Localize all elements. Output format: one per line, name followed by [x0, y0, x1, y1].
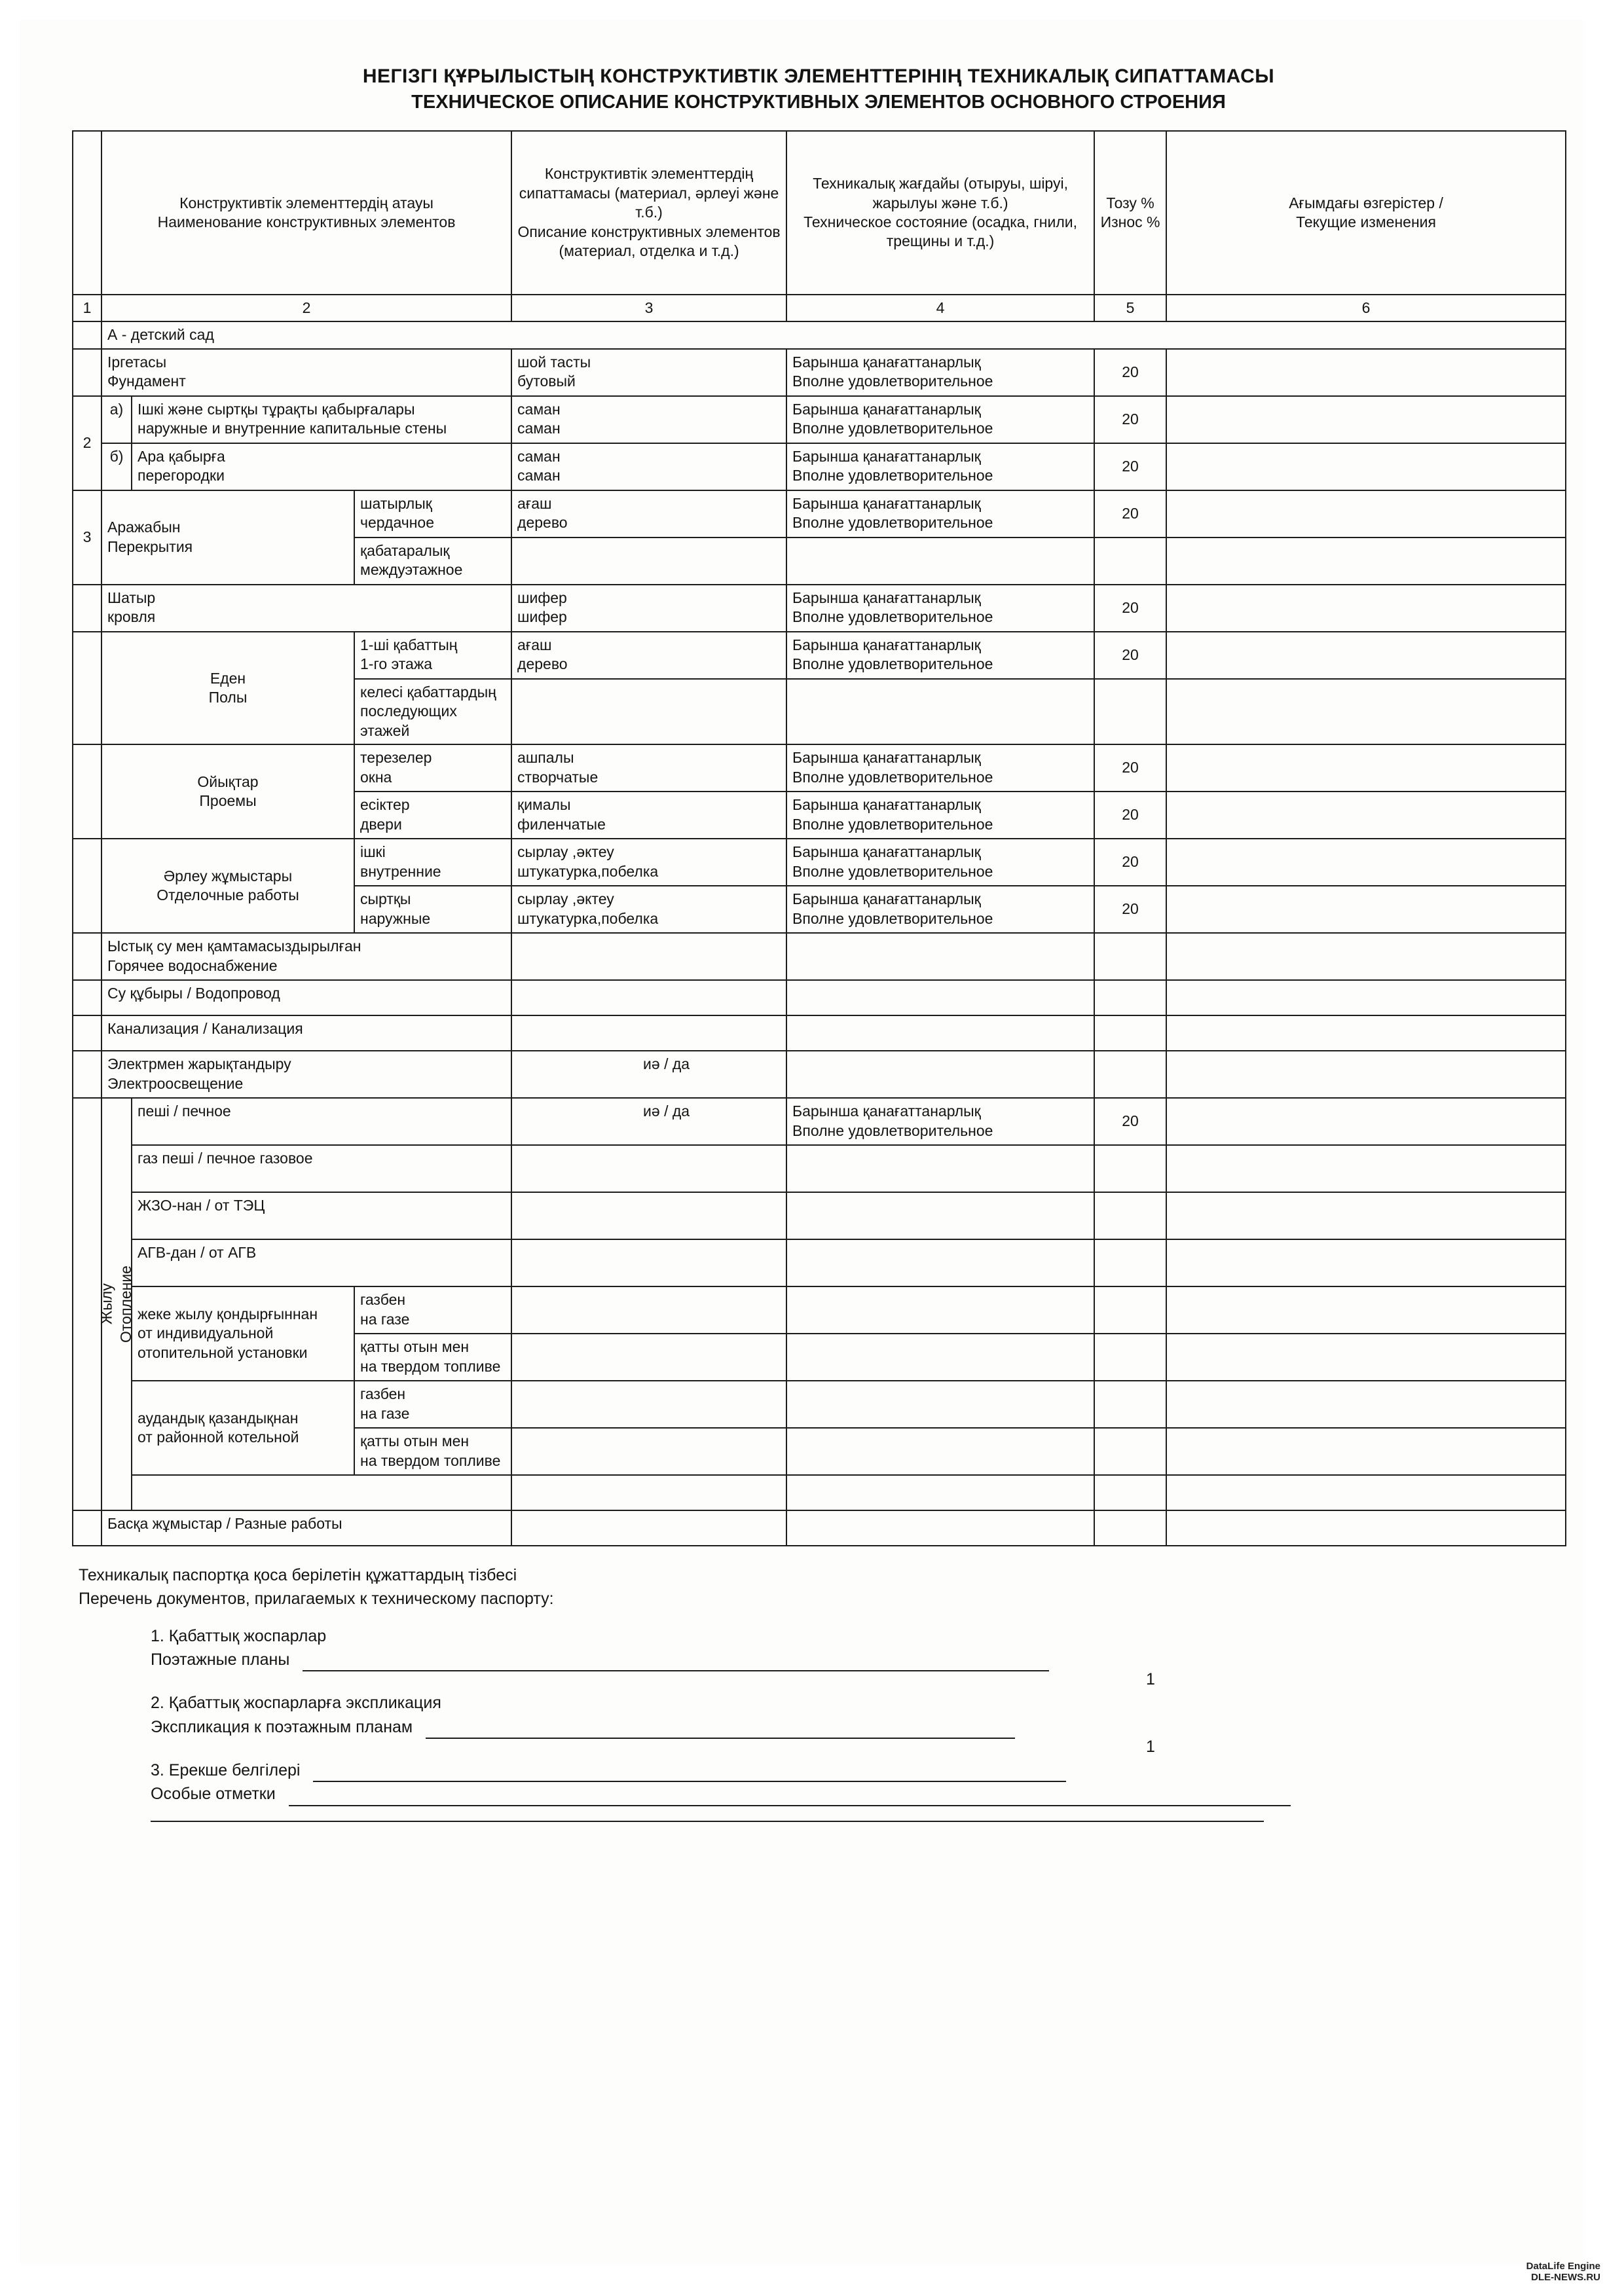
table-row [73, 585, 1566, 632]
indiv-solid-label: қатты отын мен на твердом топливе [354, 1334, 511, 1381]
doc-item-explication-kz: 2. Қабаттық жоспарларға экспликация [151, 1694, 441, 1713]
table-row [73, 933, 1566, 980]
header-col1 [73, 131, 101, 295]
section-label: А - детский сад [101, 321, 1566, 348]
doors-status: Барынша қанағаттанарлық Вполне удовлетворительное [786, 792, 1094, 839]
district-gas-label: газбен на газе [354, 1381, 511, 1428]
water-label: Су құбыры / Водопровод [101, 980, 511, 1015]
roof-wear: 20 [1094, 585, 1166, 632]
section-row [73, 321, 1566, 348]
district-heating-label: аудандық қазандықнан от районной котельной [132, 1381, 354, 1475]
finishing-group: Әрлеу жұмыстары Отделочные работы [101, 839, 354, 933]
electric-desc: иә / да [511, 1051, 786, 1098]
site-watermark [1526, 2261, 1600, 2283]
table-row [73, 839, 1566, 886]
table-row [73, 632, 1566, 679]
table-row [73, 490, 1566, 538]
signature-line [151, 1821, 1264, 1822]
table-row [73, 1145, 1566, 1192]
table-row [73, 1475, 1566, 1510]
watermark-line1: DataLife Engine [1526, 2261, 1600, 2272]
header-condition-ru: Техническое состояние (осадка, гнили, трещины и т.д.) [803, 213, 1077, 250]
foundation-status: Барынша қанағаттанарлық Вполне удовлетворительное [786, 349, 1094, 396]
pol1-desc: ағаш дерево [511, 632, 786, 679]
windows-wear: 20 [1094, 744, 1166, 792]
table-row [73, 980, 1566, 1015]
technical-description-table [72, 130, 1566, 1546]
sewer-label: Канализация / Канализация [101, 1015, 511, 1051]
title-kazakh: НЕГІЗГІ ҚҰРЫЛЫСТЫҢ КОНСТРУКТИВТІК ЭЛЕМЕНТТЕРІНІҢ ТЕХНИКАЛЫҚ СИПАТТАМАСЫ [362, 65, 1275, 87]
column-number-row [73, 295, 1566, 321]
doors-desc: қималы филенчатые [511, 792, 786, 839]
table-row [73, 1192, 1566, 1239]
colnum-1: 1 [73, 295, 101, 321]
roof-status: Барынша қанағаттанарлық Вполне удовлетворительное [786, 585, 1094, 632]
doc-item-explication-count: 1 [1146, 1737, 1155, 1756]
table-row [73, 1286, 1566, 1334]
inner-finish-label: ішкі внутренние [354, 839, 511, 886]
walls-b-desc: саман саман [511, 443, 786, 490]
walls-a-letter: а) [101, 396, 132, 443]
doors-wear: 20 [1094, 792, 1166, 839]
header-description-ru: Описание конструктивных элементов (материал, отделка и т.д.) [517, 223, 781, 260]
agv-label: АГВ-дан / от АГВ [132, 1239, 511, 1286]
documents-intro-kz: Техникалық паспортқа қоса берілетін құжаттардың тізбесі [79, 1566, 517, 1585]
tec-label: ЖЗО-нан / от ТЭЦ [132, 1192, 511, 1239]
scanned-sheet [20, 20, 1585, 2265]
gas-stove-label: газ пеші / печное газовое [132, 1145, 511, 1192]
doc-item-floor-plans-kz: 1. Қабаттық жоспарлар [151, 1626, 327, 1645]
table-row [73, 1015, 1566, 1051]
pol1-label: 1-ші қабаттың 1-го этажа [354, 632, 511, 679]
header-condition [786, 131, 1094, 295]
table-row [73, 1510, 1566, 1546]
foundation-desc: шой тасты бутовый [511, 349, 786, 396]
inner-finish-wear: 20 [1094, 839, 1166, 886]
foundation-label: Іргетасы Фундамент [101, 349, 511, 396]
stove-label: пеші / печное [132, 1098, 511, 1145]
colnum-4: 4 [786, 295, 1094, 321]
title-russian: ТЕХНИЧЕСКОЕ ОПИСАНИЕ КОНСТРУКТИВНЫХ ЭЛЕМЕНТОВ ОСНОВНОГО СТРОЕНИЯ [411, 92, 1226, 113]
header-changes-ru: Текущие изменения [1296, 213, 1436, 230]
outer-finish-label: сыртқы наружные [354, 886, 511, 933]
header-condition-kz: Техникалық жағдайы (отыруы, шіруі, жарылуы және т.б.) [813, 175, 1068, 211]
outer-finish-desc: сырлау ,әктеу штукатурка,побелка [511, 886, 786, 933]
table-row [73, 396, 1566, 443]
floors-num: 3 [73, 490, 101, 585]
table-row [73, 1239, 1566, 1286]
watermark-line2: DLE-NEWS.RU [1531, 2271, 1600, 2283]
doc-item-explication: Экспликация к поэтажным планам [151, 1715, 1565, 1739]
windows-desc: ашпалы створчатые [511, 744, 786, 792]
walls-b-label: Ара қабырға перегородки [132, 443, 511, 490]
colnum-3: 3 [511, 295, 786, 321]
documents-intro-ru: Перечень документов, прилагаемых к техническому паспорту: [79, 1590, 554, 1609]
colnum-5: 5 [1094, 295, 1166, 321]
pol2-label: келесі қабаттардың последующих этажей [354, 679, 511, 744]
inner-finish-desc: сырлау ,әктеу штукатурка,побелка [511, 839, 786, 886]
header-element-name [101, 131, 511, 295]
stove-wear: 20 [1094, 1098, 1166, 1145]
walls-a-wear: 20 [1094, 396, 1166, 443]
foundation-wear: 20 [1094, 349, 1166, 396]
colnum-2: 2 [101, 295, 511, 321]
pol1-status: Барынша қанағаттанарлық Вполне удовлетворительное [786, 632, 1094, 679]
doors-label: есіктер двери [354, 792, 511, 839]
heating-group: Жылу Отопление [101, 1098, 132, 1510]
doc-item-floor-plans-count: 1 [1146, 1670, 1155, 1689]
attic-label: шатырлық чердачное [354, 490, 511, 538]
other-works-label: Басқа жұмыстар / Разные работы [101, 1510, 511, 1546]
attic-wear: 20 [1094, 490, 1166, 538]
table-row [73, 1098, 1566, 1145]
walls-num: 2 [73, 396, 101, 490]
colnum-6: 6 [1166, 295, 1566, 321]
indiv-gas-label: газбен на газе [354, 1286, 511, 1334]
header-element-name-ru: Наименование конструктивных элементов [157, 213, 456, 230]
stove-desc: иә / да [511, 1098, 786, 1145]
floors-group: Аражабын Перекрытия [101, 490, 354, 585]
openings-group: Ойықтар Проемы [101, 744, 354, 839]
hotwater-label: Ыстық су мен қамтамасыздырылған Горячее водоснабжение [101, 933, 511, 980]
header-wear [1094, 131, 1166, 295]
windows-label: терезелер окна [354, 744, 511, 792]
pol-group: Еден Полы [101, 632, 354, 744]
district-solid-label: қатты отын мен на твердом топливе [354, 1428, 511, 1475]
doc-item-special-marks: Особые отметки [151, 1782, 1565, 1806]
walls-a-desc: саман саман [511, 396, 786, 443]
windows-status: Барынша қанағаттанарлық Вполне удовлетворительное [786, 744, 1094, 792]
walls-b-status: Барынша қанағаттанарлық Вполне удовлетворительное [786, 443, 1094, 490]
header-row [73, 131, 1566, 295]
header-description-kz: Конструктивтік элементтердің сипаттамасы (материал, әрлеуі және т.б.) [519, 165, 779, 221]
table-row [73, 443, 1566, 490]
walls-b-wear: 20 [1094, 443, 1166, 490]
roof-label: Шатыр кровля [101, 585, 511, 632]
outer-finish-wear: 20 [1094, 886, 1166, 933]
header-description [511, 131, 786, 295]
doc-item-floor-plans: Поэтажные планы [151, 1648, 1565, 1671]
table-row [73, 744, 1566, 792]
roof-desc: шифер шифер [511, 585, 786, 632]
walls-a-status: Барынша қанағаттанарлық Вполне удовлетворительное [786, 396, 1094, 443]
inner-finish-status: Барынша қанағаттанарлық Вполне удовлетворительное [786, 839, 1094, 886]
section-num [73, 321, 101, 348]
header-wear-ru: Износ % [1100, 213, 1160, 230]
attic-status: Барынша қанағаттанарлық Вполне удовлетворительное [786, 490, 1094, 538]
documents-list [72, 1563, 1565, 1822]
pol1-wear: 20 [1094, 632, 1166, 679]
table-row [73, 349, 1566, 396]
header-changes-kz: Ағымдағы өзгерістер / [1289, 194, 1443, 211]
outer-finish-status: Барынша қанағаттанарлық Вполне удовлетворительное [786, 886, 1094, 933]
walls-b-letter: б) [101, 443, 132, 490]
attic-desc: ағаш дерево [511, 490, 786, 538]
electric-label: Электрмен жарықтандыру Электроосвещение [101, 1051, 511, 1098]
header-element-name-kz: Конструктивтік элементтердің атауы [179, 194, 434, 211]
doc-item-special-marks-kz: 3. Ерекше белгілері [151, 1758, 1565, 1782]
table-row [73, 1051, 1566, 1098]
individual-heating-label: жеке жылу қондырғыннан от индивидуальной отопительной установки [132, 1286, 354, 1381]
header-wear-kz: Тозу % [1106, 194, 1154, 211]
walls-a-label: Ішкі және сыртқы тұрақты қабырғалары наружные и внутренние капитальные стены [132, 396, 511, 443]
table-row [73, 1381, 1566, 1428]
document-page [72, 52, 1565, 1822]
header-changes [1166, 131, 1566, 295]
between-label: қабатаралық междуэтажное [354, 538, 511, 585]
stove-status: Барынша қанағаттанарлық Вполне удовлетворительное [786, 1098, 1094, 1145]
